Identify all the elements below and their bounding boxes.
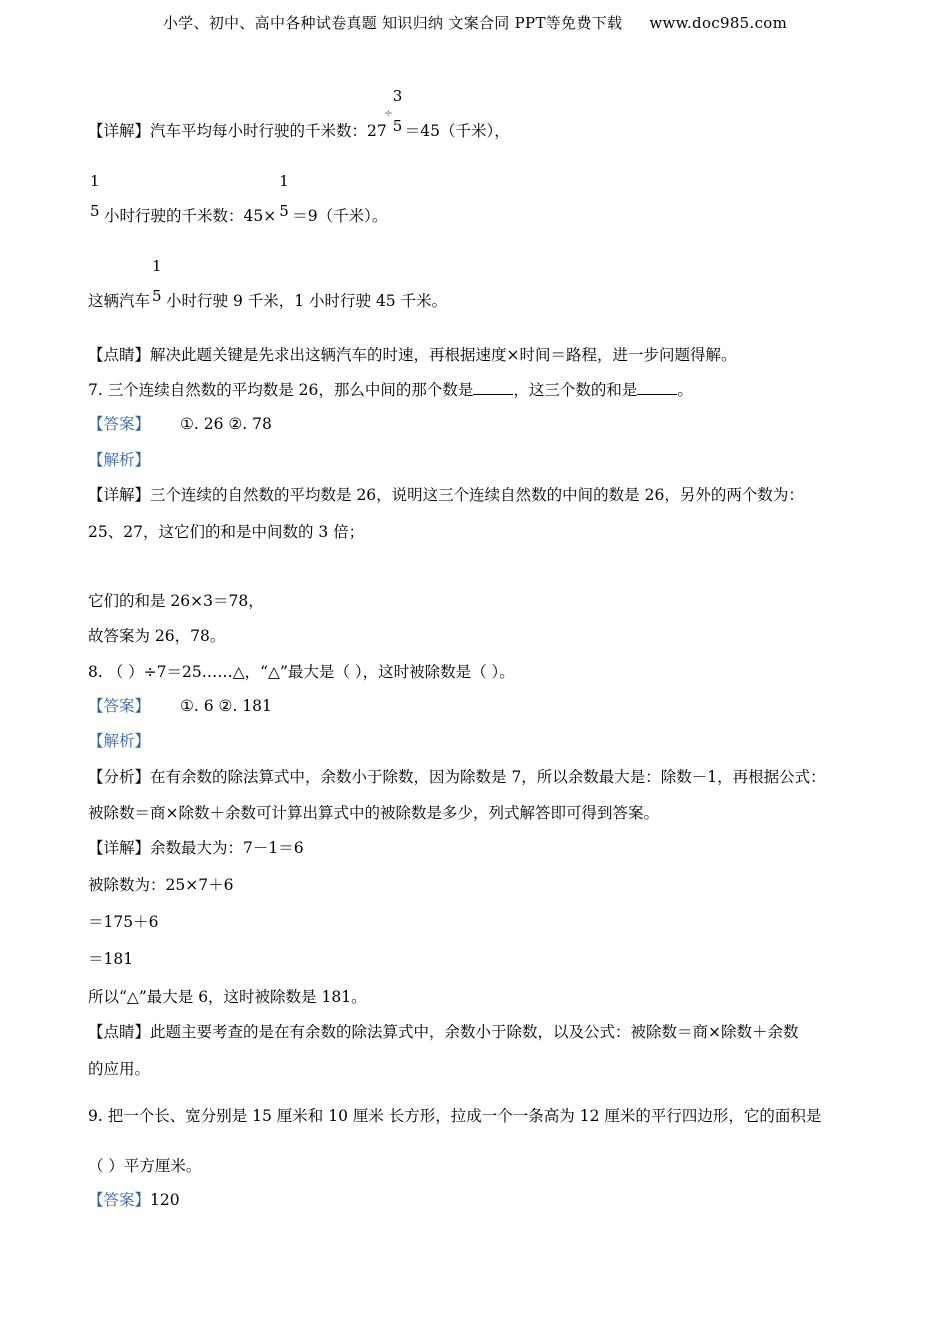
q9-question-line1: 9. 把一个长、宽分别是 15 厘米和 10 厘米 长方形，拉成一个一条高为 12 厘米的平行四边形，它的面积是	[88, 1107, 822, 1125]
answer-tag: 【答案】	[88, 1191, 151, 1209]
q7-answer	[88, 414, 272, 434]
q6-line2: 1 5 小时行驶的千米数：45× 1 5 ＝9（千米）。	[90, 172, 388, 225]
q8-detail-line2: 被除数为：25×7＋6	[88, 876, 234, 894]
answer-blank	[473, 380, 513, 395]
q7-detail-line4: 故答案为 26，78。	[88, 627, 226, 645]
q9-question-line2: （ ）平方厘米。	[88, 1157, 202, 1175]
answer-tag: 【答案】	[88, 697, 151, 715]
q8-detail-line5: 所以“△”最大是 6，这时被除数是 181。	[88, 988, 367, 1006]
q8-analysis	[88, 731, 150, 751]
q7-detail-line3: 它们的和是 26×3＝78，	[88, 592, 264, 610]
q6-detail-text: 汽车平均每小时行驶的千米数：27	[150, 122, 387, 140]
answer-text: 120	[150, 1191, 180, 1209]
q7-detail-line2: 25、27，这它们的和是中间数的 3 倍；	[88, 523, 365, 541]
detail-tag: 【详解】	[88, 122, 151, 140]
q8-analyze-line1: 【分析】在有余数的除法算式中，余数小于除数，因为除数是 7，所以余数最大是：除数－1，再根据公式：	[88, 768, 826, 786]
q8-detail-line4: ＝181	[88, 950, 134, 968]
answer-blank	[637, 380, 677, 395]
answer-tag: 【答案】	[88, 415, 151, 433]
q7-detail-line1: 【详解】三个连续的自然数的平均数是 26，说明这三个连续自然数的中间的数是 26，另外的两个数为：	[88, 486, 804, 504]
header-site[interactable]: www.doc985.com	[649, 14, 788, 32]
analysis-tag: 【解析】	[88, 732, 151, 750]
q8-analyze-line2: 被除数＝商×除数＋余数可计算出算式中的被除数是多少，列式解答即可得到答案。	[88, 804, 659, 822]
q6-detail-line1: 【详解】汽车平均每小时行驶的千米数：27 ÷ 3 5 ＝45（千米），	[88, 87, 510, 140]
header-title: 小学、初中、高中各种试卷真题 知识归纳 文案合同 PPT等免费下载	[162, 14, 623, 32]
q8-point-line1: 【点睛】此题主要考查的是在有余数的除法算式中，余数小于除数，以及公式：被除数＝商×除数＋余数	[88, 1023, 799, 1041]
divide-sign: ÷	[383, 107, 393, 120]
answer-text: ①. 26 ②. 78	[180, 415, 272, 433]
q8-detail-line1: 【详解】余数最大为：7－1＝6	[88, 839, 304, 857]
q7-analysis	[88, 450, 150, 470]
fraction-1-5: 1 5	[90, 172, 100, 220]
fraction-1-5: 1 5	[152, 257, 162, 305]
q8-point-line2: 的应用。	[88, 1060, 151, 1078]
q8-answer	[88, 696, 272, 716]
q8-detail-line3: ＝175＋6	[88, 913, 159, 931]
answer-text: ①. 6 ②. 181	[180, 697, 272, 715]
q7-question: 7. 三个连续自然数的平均数是 26，那么中间的那个数是 ，这三个数的和是 。	[88, 381, 693, 399]
analysis-tag: 【解析】	[88, 451, 151, 469]
page-header	[0, 12, 950, 33]
q9-answer	[88, 1190, 180, 1210]
q6-line3: 这辆汽车 1 5 小时行驶 9 千米，1 小时行驶 45 千米。	[88, 257, 448, 310]
fraction-1-5: 1 5	[279, 172, 289, 220]
q6-fraction-3-5: ÷ 3 5	[383, 87, 403, 135]
q8-question: 8. （ ）÷7＝25……△，“△”最大是（ ），这时被除数是（ ）。	[88, 663, 515, 681]
q6-point: 【点睛】解决此题关键是先求出这辆汽车的时速，再根据速度×时间＝路程，进一步问题得解。	[88, 346, 737, 364]
